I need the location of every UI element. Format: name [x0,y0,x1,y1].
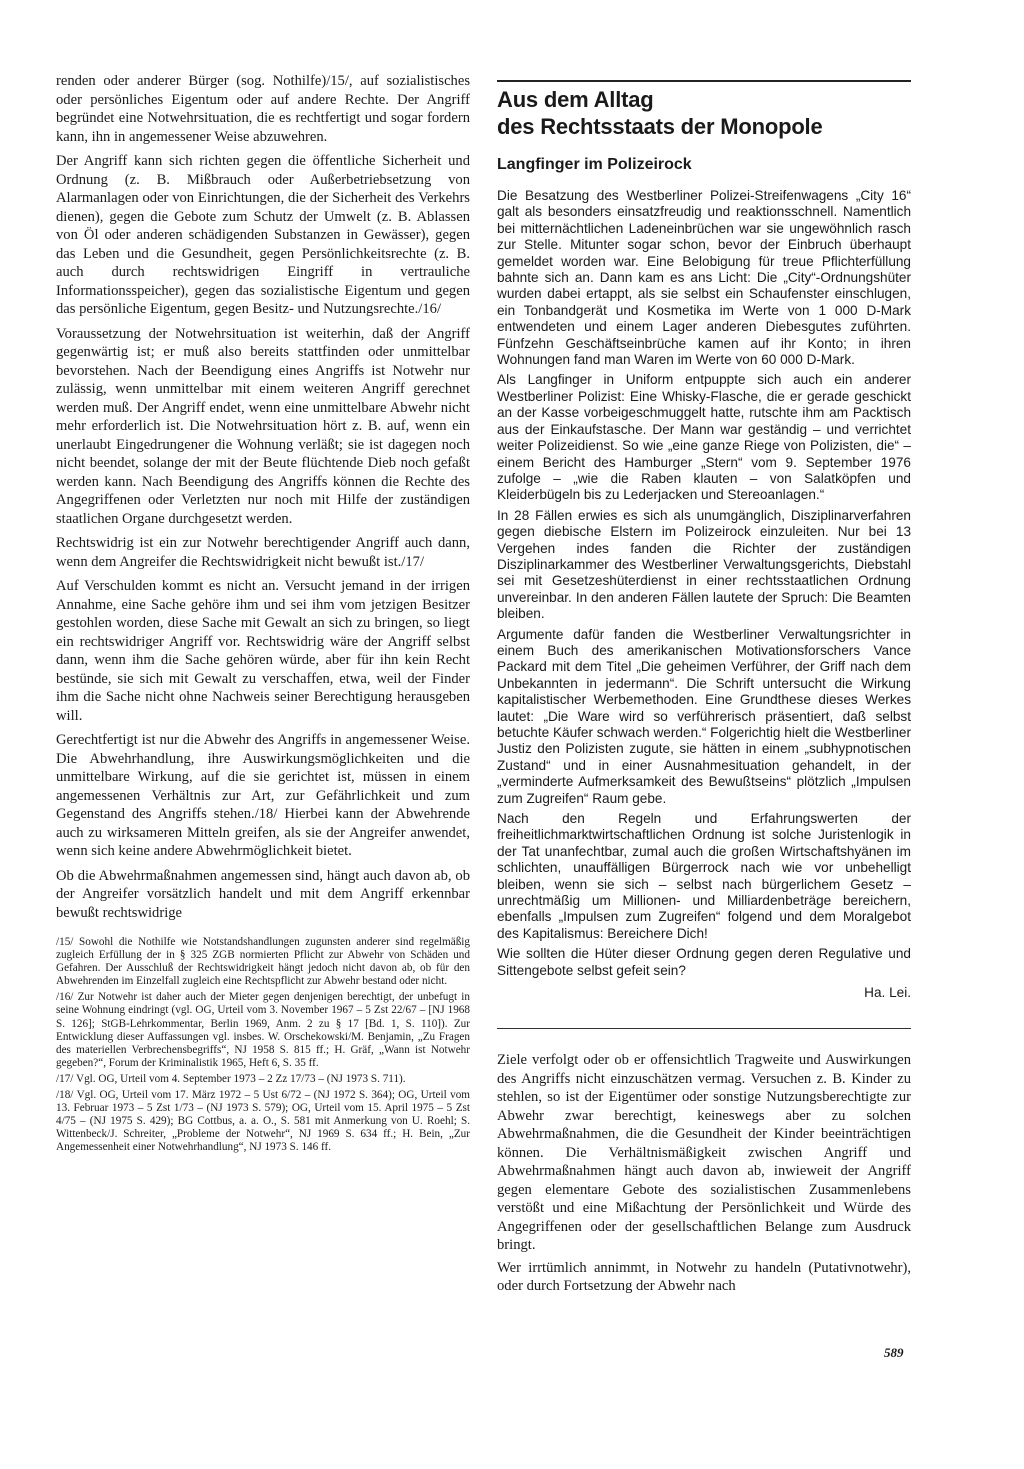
box-signature: Ha. Lei. [864,985,911,1001]
box-title-line: des Rechtsstaats der Monopole [497,114,823,139]
box-paragraph: Argumente dafür fanden die Westberliner Verwaltungsrichter in einem Buch des amerikanischen Motivationsforschers Vance Packard mit dem Titel „Die geheimen Verführer, der Griff nach dem Unbekannten in jedermann“. Die Schrift untersucht die Wirkung kapitalistischer Werbemethoden. Eine Grundthese dieses Werkes lautet: „Die Ware wird so verführerisch präsentiert, daß selbst betuchte Käufer schwach werden.“ Folgerichtig hielt die Westberliner Justiz den Polizisten zugute, sie hätten in einem „subhypnotischen Zustand“ und in einer Ausnahmesituation gehandelt, in der „verminderte Aufmerksamkeit des Bewußtseins“ plötzlich „Impulsen zum Zugreifen“ Raum gebe. [497,626,911,806]
box-divider [497,1028,911,1029]
box-subtitle: Langfinger im Polizeirock [497,156,692,173]
continuation-column [497,1051,911,1300]
left-paragraph: Gerechtfertigt ist nur die Abwehr des Angriffs in angemessener Weise. Die Abwehrhandlung, ihre Auswirkungsmöglichkeiten und die unmittelbare Wirkung, auf die sie gerichtet ist, müssen in einem angemessenen Verhältnis zur Art, zur Gefährlichkeit und zum Gegenstand des Angriffs stehen./18/ Hierbei kann der Abwehrende auch zu wirksameren Mitteln greifen, als sie der Angreifer anwendet, wenn sich keine andere Abwehrmöglichkeit bietet. [56,732,470,859]
box-paragraph: Die Besatzung des Westberliner Polizei-Streifenwagens „City 16“ galt als besonders einsatzfreudig und reaktionsschnell. Namentlich bei mitternächtlichen Ladeneinbrüchen war sie ungewöhnlich rasch zur Stelle. Mitunter sogar schon, bevor der Einbruch überhaupt gemeldet worden war. Eine Belobigung für treue Pflichterfüllung bahnte sich an. Dann kam es ans Licht: Die „City“-Ordnungshüter wurden dabei ertappt, als sie selbst ein Schaufenster einschlugen, ein Tonbandgerät und Kosmetika im Werte von 1 000 D-Mark entwendeten und einem Lager anderen Diebesgutes zuführten. Fünfzehn Geschäftseinbrüche kamen auf ihr Konto; in ihren Wohnungen fand man Waren im Werte von 60 000 D-Mark. [497,188,911,368]
page-number: 589 [884,1345,904,1360]
box-title-line: Aus dem Alltag [497,87,654,112]
left-paragraph: Rechtswidrig ist ein zur Notwehr berechtigender Angriff auch dann, wenn dem Angreifer die Rechtswidrigkeit nicht bewußt ist./17/ [56,535,470,570]
box-paragraph: Als Langfinger in Uniform entpuppte sich auch ein anderer Westberliner Polizist: Eine Whisky-Flasche, die er gerade geschickt an der Kasse vorbeigeschmuggelt hatte, rutschte ihm am Packtisch aus der Einkaufstasche. Der Mann war geständig – und verrichtet weiter Polizeidienst. So wie „eine ganze Riege von Polizisten, die“ – einem Bericht des Hamburger „Stern“ vom 9. September 1976 zufolge – „wie die Raben klauten – von Salatköpfen und Kleiderbügeln bis zu Lederjacken und Stereoanlagen.“ [497,372,911,503]
footnote: /16/ Zur Notwehr ist daher auch der Mieter gegen denjenigen berechtigt, der unbefugt in seine Wohnung eindringt (vgl. OG, Urteil vom 3. November 1967 – 5 Zst 22/67 – [NJ 1968 S. 126]; StGB-Lehrkommentar, Berlin 1969, Anm. 2 zu § 17 [Bd. 1, S. 110]). Zur Entwicklung dieser Auffassungen vgl. insbes. W. Orschekowski/M. Benjamin, „Zu Fragen des materiellen Verbrechensbegriffs“, NJ 1958 S. 815 ff.; H. Gräf, „Wann ist Notwehr gegeben?“, Forum der Kriminalistik 1965, Heft 6, S. 35 ff. [56,991,470,1069]
left-column [56,72,470,1158]
left-paragraph: Der Angriff kann sich richten gegen die öffentliche Sicherheit und Ordnung (z. B. Mißbrauch oder Außerbetriebsetzung von Alarmanlagen oder von Einrichtungen, die der Sicherheit des Verkehrs dienen), gegen die Gebote zum Schutz der Umwelt (z. B. Ablassen von Öl oder anderen schädigenden Substanzen in Gewässer), gegen das Leben und die Gesundheit, gegen Persönlichkeitsrechte (z. B. auch durch rechtswidrigen Eingriff in vertrauliche Informationsspeicher), gegen das sozialistische Eigentum und gegen das persönliche Eigentum, gegen Besitz- und Nutzungsrechte./16/ [56,153,470,317]
footnote: /18/ Vgl. OG, Urteil vom 17. März 1972 – 5 Ust 6/72 – (NJ 1972 S. 364); OG, Urteil vom 13. Februar 1973 – 5 Zst 1/73 – (NJ 1973 S. 579); OG, Urteil vom 15. April 1975 – 5 Zst 4/75 – (NJ 1975 S. 429); BG Cottbus, a. a. O., S. 581 mit Anmerkung von U. Roehl; S. Wittenbeck/J. Schreiter, „Probleme der Notwehr“, NJ 1969 S. 634 ff.; H. Bein, „Zur Angemessenheit einer Notwehrhandlung“, NJ 1973 S. 146 ff. [56,1089,470,1154]
left-paragraph: Ob die Abwehrmaßnahmen angemessen sind, hängt auch davon ab, ob der Angreifer vorsätzlich handelt und mit dem Angriff erkennbar bewußt rechtswidrige [56,867,470,921]
box-paragraph: In 28 Fällen erwies es sich als unumgänglich, Disziplinarverfahren gegen diebische Elstern im Polizeirock einzuleiten. Nur bei 13 Vergehen indes fanden die Richter der zuständigen Disziplinarkammer des Westberliner Verwaltungsgerichts, Diebstahl sei mit Gesetzeshüterdienst in einer rechtsstaatlichen Ordnung unvereinbar. In den anderen Fällen lautete der Spruch: Die Beamten bleiben. [497,507,911,622]
box-paragraph: Nach den Regeln und Erfahrungswerten der freiheitlichmarktwirtschaftlichen Ordnung ist solche Juristenlogik in der Tat unanfechtbar, zumal auch die großen Wirtschaftshyänen im schlichten, unauffälligen Bürgerrock nach wie vor unbehelligt bleiben, wenn sie sich – selbst nach bürgerlichem Gesetz – unrechtmäßig um Millionen- und Milliardenbeträge bereichern, ebenfalls „Impulsen zum Zugreifen“ folgend und dem Moralgebot des Kapitalismus: Bereichere Dich! [497,811,911,941]
footnote: /17/ Vgl. OG, Urteil vom 4. September 1973 – 2 Zz 17/73 – (NJ 1973 S. 711). [56,1072,406,1085]
left-paragraph: Auf Verschulden kommt es nicht an. Versucht jemand in der irrigen Annahme, eine Sache gehöre ihm und sei ihm vom jetzigen Besitzer gestohlen worden, diese Sache mit Gewalt an sich zu bringen, so liegt ein rechtswidriger Angriff vor. Rechtswidrig wäre der Angriff selbst dann, wenn ihm die Sache gehören würde, aber für ihn kein Recht bestünde, sie sich mit Gewalt zu verschaffen, etwa, weil der Finder ihm die Sache nicht ohne Nachweis seiner Berechtigung herausgeben will. [56,578,470,724]
box-frame [497,80,911,1029]
left-paragraph: renden oder anderer Bürger (sog. Nothilfe)/15/, auf sozialistisches oder persönliches Eigentum oder auf andere Rechte. Der Angriff begründet eine Notwehrsituation, die es rechtfertigt und sogar fordern kann, ihn in angemessener Weise abzuwehren. [56,73,470,145]
left-paragraph: Voraussetzung der Notwehrsituation ist weiterhin, daß der Angriff gegenwärtig ist; er muß also bereits stattfinden oder unmittelbar bevorstehen. Nach der Beendigung eines Angriffs ist Notwehr nur zulässig, wenn unmittelbar mit einem weiteren Angriff gerechnet werden muß. Der Angriff endet, wenn eine unmittelbare Abwehr nicht mehr erforderlich ist. Die Notwehrsituation hört z. B. auf, wenn ein unerlaubt Eingedrungener die Wohnung verläßt; sie ist dagegen noch nicht beendet, solange der mit der Beute flüchtende Dieb noch gefaßt werden kann. Nach Beendigung des Angriffs können die Rechte des Angegriffenen oder Verletzten nur noch mit Hilfe der zuständigen staatlichen Organe durchgesetzt werden. [56,325,470,527]
box-paragraph: Wie sollten die Hüter dieser Ordnung gegen deren Regulative und Sittengebote selbst gefeit sein? [497,946,911,978]
continuation-paragraph: Wer irrtümlich annimmt, in Notwehr zu handeln (Putativnotwehr), oder durch Fortsetzung der Abwehr nach [497,1259,911,1294]
sidebar-box [497,80,911,1029]
footnotes [56,936,470,1155]
continuation-paragraph: Ziele verfolgt oder ob er offensichtlich Tragweite und Auswirkungen des Angriffs nicht einzuschätzen vermag. Versuchen z. B. Kinder zu stehlen, so ist der Eigentümer oder sonstige Nutzungsberechtigte zur Abwehr zwar berechtigt, keineswegs aber zu solchen Abwehrmaßnahmen, die die Gesundheit der Kinder beeinträchtigen können. Die Verhältnismäßigkeit zwischen Angriff und Abwehrmaßnahmen hängt auch davon ab, inwieweit der Angriff gegen elementare Gebote des sozialistischen Zusammenlebens verstößt und eine Mißachtung der Persönlichkeit und Würde des Angegriffenen oder der gesellschaftlichen Belange zum Ausdruck bringt. [497,1052,911,1253]
box-title [497,86,911,140]
footnote: /15/ Sowohl die Nothilfe wie Notstandshandlungen zugunsten anderer sind regelmäßig zugleich Erfüllung der in § 325 ZGB normierten Pflicht zur Abwehr von Schäden und Gefahren. Der Ausschluß der Rechtswidrigkeit hängt jedoch nicht davon ab, ob für den Abwehrenden im Einzelfall zugleich eine Rechtspflicht zur Abwehr bestand oder nicht. [56,936,470,988]
